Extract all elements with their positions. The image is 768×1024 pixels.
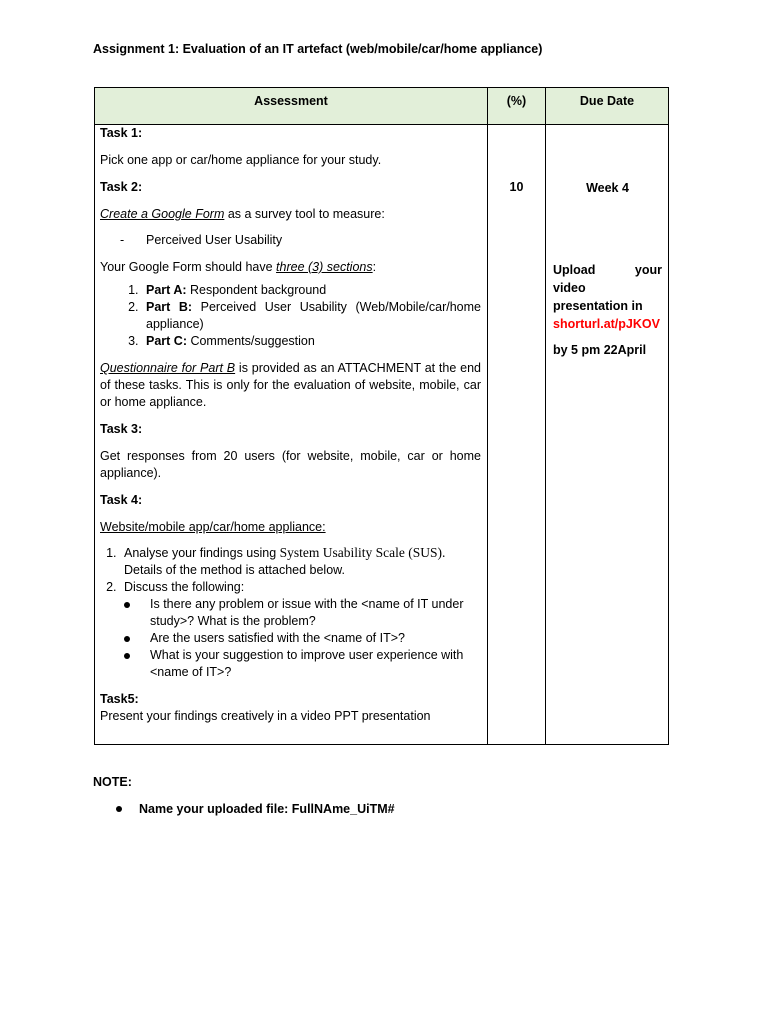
task1-text: Pick one app or car/home appliance for your study. bbox=[100, 153, 382, 167]
header-due-date: Due Date bbox=[546, 88, 669, 125]
form-rest-text: as a survey tool to measure: bbox=[224, 207, 385, 221]
bullet-icon bbox=[124, 653, 130, 659]
list-item bbox=[142, 282, 481, 299]
part-a-label: Part A: bbox=[146, 283, 187, 297]
table-header-row bbox=[95, 88, 669, 125]
sections-prefix: Your Google Form should have bbox=[100, 260, 277, 274]
part-b-text: Perceived User Usability (Web/Mobile/car/home appliance) bbox=[146, 300, 481, 331]
upload-instruction bbox=[553, 261, 662, 333]
tasks-cell bbox=[95, 125, 488, 745]
part-b-label: Part B: bbox=[146, 300, 193, 314]
bullet-icon bbox=[124, 602, 130, 608]
note-item-text: Name your uploaded file: FullNAme_UiTM# bbox=[139, 802, 395, 816]
deadline-text: by 5 pm 22April bbox=[553, 343, 647, 357]
list-item bbox=[146, 596, 481, 630]
task2-heading: Task 2: bbox=[100, 180, 143, 194]
question-2: Are the users satisfied with the <name of IT>? bbox=[150, 631, 405, 645]
question-1: Is there any problem or issue with the <name of IT under study>? What is the problem? bbox=[150, 597, 464, 628]
weight-cell: 10 bbox=[488, 125, 546, 745]
task3-heading: Task 3: bbox=[100, 422, 143, 436]
google-form-link: Create a Google Form bbox=[100, 207, 225, 221]
question-3: What is your suggestion to improve user experience with <name of IT>? bbox=[150, 648, 464, 679]
discussion-questions bbox=[124, 596, 481, 681]
table-row bbox=[95, 125, 669, 745]
questionnaire-emphasis: Questionnaire for Part B bbox=[100, 361, 236, 375]
part-c-text: Comments/suggestion bbox=[186, 334, 315, 348]
step2-text: Discuss the following: bbox=[124, 580, 245, 594]
questionnaire-paragraph bbox=[100, 360, 481, 411]
measure-item: Perceived User Usability bbox=[146, 233, 283, 247]
step1-suffix: Details of the method is attached below. bbox=[124, 563, 345, 577]
part-a-text: Respondent background bbox=[186, 283, 327, 297]
due-date-cell bbox=[546, 125, 669, 745]
upload-text: Upload your video presentation in bbox=[553, 263, 662, 313]
sections-emphasis: three (3) sections bbox=[276, 260, 373, 274]
sections-line bbox=[100, 259, 481, 276]
upload-link[interactable]: shorturl.at/pJKOV bbox=[553, 317, 660, 331]
task2-form-line bbox=[100, 206, 481, 223]
header-assessment: Assessment bbox=[95, 88, 488, 125]
list-item bbox=[120, 544, 481, 579]
questionnaire-rest: is provided as an ATTACHMENT at the end of these tasks. This is only for the evaluation of website, mobile, car or home appliance. bbox=[100, 361, 481, 409]
sus-method: System Usability Scale (SUS). bbox=[279, 545, 446, 560]
task4-scope: Website/mobile app/car/home appliance: bbox=[100, 520, 326, 534]
list-item bbox=[142, 333, 481, 350]
assessment-table bbox=[94, 87, 669, 745]
due-week: Week 4 bbox=[586, 181, 629, 195]
measure-list bbox=[100, 232, 481, 249]
parts-list bbox=[100, 282, 481, 350]
note-title: NOTE: bbox=[93, 775, 132, 789]
analysis-steps bbox=[100, 544, 481, 681]
bullet-icon bbox=[124, 636, 130, 642]
list-item bbox=[146, 647, 481, 681]
list-item bbox=[146, 630, 481, 647]
task5-text: Present your findings creatively in a video PPT presentation bbox=[100, 709, 431, 723]
list-item bbox=[142, 299, 481, 333]
task4-heading: Task 4: bbox=[100, 493, 143, 507]
part-c-label: Part C: bbox=[146, 334, 187, 348]
task5-heading: Task5: bbox=[100, 692, 139, 706]
document-title: Assignment 1: Evaluation of an IT artefact (web/mobile/car/home appliance) bbox=[93, 42, 543, 56]
sections-suffix: : bbox=[372, 260, 377, 274]
task3-text: Get responses from 20 users (for website, mobile, car or home appliance). bbox=[100, 449, 481, 480]
list-item bbox=[120, 579, 481, 681]
list-item: - Perceived User Usability bbox=[120, 233, 283, 247]
note-item bbox=[116, 802, 395, 816]
step1-prefix: Analyse your findings using bbox=[124, 546, 280, 560]
bullet-icon bbox=[116, 806, 122, 812]
header-percent: (%) bbox=[488, 88, 546, 125]
task1-heading: Task 1: bbox=[100, 126, 143, 140]
